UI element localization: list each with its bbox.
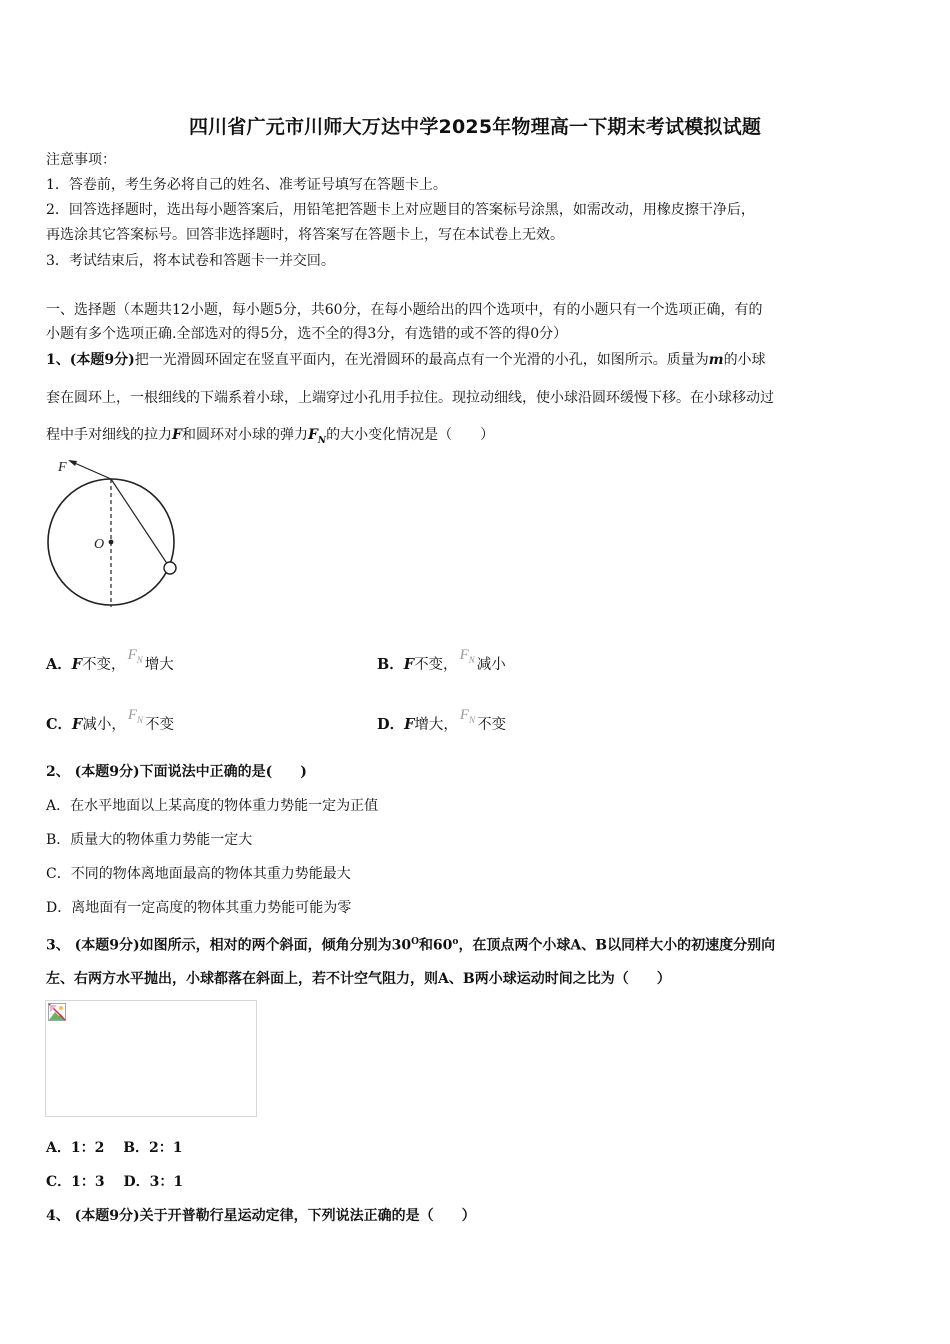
q1-option-a-fn <box>128 647 143 663</box>
force-arrowhead <box>68 460 77 466</box>
q1-option-c-f: F <box>72 716 83 733</box>
q1-option-d-pre: 增大， <box>414 717 458 733</box>
q1-option-a <box>46 647 174 680</box>
q1-normal-force-symbol <box>307 427 327 446</box>
string-line <box>111 479 168 565</box>
q1-option-b-letter: B． <box>377 656 404 673</box>
q1-fn-letter: F <box>307 427 318 443</box>
q3-options-row2: C．1：3 D．3：1 <box>46 1174 184 1190</box>
q1-option-b-f: F <box>403 656 415 673</box>
fn-letter: F <box>459 707 470 723</box>
small-ball <box>164 562 176 574</box>
q1-stem-line3 <box>46 425 494 451</box>
q4-stem: 4、 (本题9分)关于开普勒行星运动定律，下列说法正确的是（ ） <box>46 1208 476 1224</box>
center-label: O <box>94 537 105 552</box>
force-arrow-line <box>70 461 111 479</box>
q2-option-c: C．不同的物体离地面最高的物体其重力势能最大 <box>46 866 351 882</box>
q1-option-b-fn <box>460 647 475 663</box>
q1-option-b-pre: 不变， <box>414 657 458 673</box>
q1-option-d <box>377 707 507 740</box>
q1-text-e: 的大小变化情况是（ ） <box>326 427 495 443</box>
broken-image-icon <box>48 1003 66 1021</box>
q2-option-a: A．在水平地面以上某高度的物体重力势能一定为正值 <box>46 798 379 814</box>
notice-item-2-cont: 再选涂其它答案标号。回答非选择题时，将答案写在答题卡上，写在本试卷上无效。 <box>46 227 564 243</box>
q1-option-a-letter: A． <box>46 656 72 673</box>
q1-option-b <box>377 647 506 680</box>
q3-degree-2: o <box>452 937 459 947</box>
q3-image-placeholder <box>45 1000 257 1117</box>
q1-option-b-post: 减小 <box>476 657 506 673</box>
q3-text-a: 3、 (本题9分)如图所示，相对的两个斜面，倾角分别为30 <box>46 937 412 954</box>
q3-stem-line1 <box>46 932 775 956</box>
q3-stem-line2: 左、右两方水平抛出，小球都落在斜面上，若不计空气阻力，则A、B两小球运动时间之比为（ ） <box>46 971 671 987</box>
q1-option-d-fn <box>460 707 475 723</box>
q1-option-a-pre: 不变， <box>82 657 126 673</box>
force-label: F <box>58 460 67 475</box>
q1-option-a-post: 增大 <box>144 657 174 673</box>
q3-text-c: ，在顶点两个小球A、B以同样大小的初速度分别向 <box>458 937 776 954</box>
q1-option-d-f: F <box>404 716 415 733</box>
q1-option-c-letter: C． <box>46 716 73 733</box>
q1-fn-sub: N <box>317 435 327 446</box>
center-point <box>109 540 114 545</box>
q1-option-c-pre: 减小， <box>82 717 126 733</box>
q2-option-d: D．离地面有一定高度的物体其重力势能可能为零 <box>46 900 352 916</box>
fn-letter: F <box>127 707 138 723</box>
q1-option-d-post: 不变 <box>477 717 507 733</box>
q1-text-c: 程中手对细线的拉力 <box>46 427 172 443</box>
q1-stem-line2: 套在圆环上，一根细线的下端系着小球，上端穿过小孔用手拉住。现拉动细线，使小球沿圆环缓慢下移。在小球移动过 <box>46 390 774 406</box>
fn-letter: F <box>459 647 469 663</box>
q3-options-row1: A．1：2 B．2：1 <box>46 1140 183 1156</box>
q2-stem: 2、 (本题9分)下面说法中正确的是( ) <box>46 764 307 780</box>
fn-sub: N <box>136 655 143 665</box>
q1-option-d-letter: D． <box>377 716 405 733</box>
page-title: 四川省广元市川师大万达中学2025年物理高一下期末考试模拟试题 <box>188 116 762 138</box>
notice-heading: 注意事项： <box>46 152 116 168</box>
fn-letter: F <box>127 647 137 663</box>
q3-text-b: 和60 <box>418 937 453 954</box>
notice-item-3: 3．考试结束后，将本试卷和答题卡一并交回。 <box>46 253 335 269</box>
q3-degree-1: O <box>411 937 419 947</box>
q1-text-d: 和圆环对小球的弹力 <box>181 427 308 443</box>
fn-sub: N <box>469 715 476 725</box>
section-heading-line1: 一、选择题（本题共12小题，每小题5分，共60分，在每小题给出的四个选项中，有的小题只有一个选项正确，有的 <box>46 302 763 318</box>
q1-option-c <box>46 707 175 740</box>
fn-sub: N <box>468 655 475 665</box>
q1-number: 1、(本题9分) <box>46 352 135 368</box>
q1-force-symbol: F <box>172 427 182 443</box>
notice-item-1: 1．答卷前，考生务必将自己的姓名、准考证号填写在答题卡上。 <box>46 177 447 193</box>
q1-mass-symbol: m <box>708 352 724 368</box>
fn-sub: N <box>137 715 144 725</box>
q1-option-c-fn <box>128 707 143 723</box>
q1-option-a-f: F <box>71 656 83 673</box>
q2-option-b: B．质量大的物体重力势能一定大 <box>46 832 253 848</box>
notice-item-2: 2．回答选择题时，选出每小题答案后，用铅笔把答题卡上对应题目的答案标号涂黑，如需改动，用橡皮擦干净后， <box>46 202 755 218</box>
q1-text-a: 把一光滑圆环固定在竖直平面内，在光滑圆环的最高点有一个光滑的小孔，如图所示。质量为 <box>134 352 709 368</box>
q1-option-c-post: 不变 <box>145 717 175 733</box>
q1-circle-figure <box>40 455 190 615</box>
section-heading-line2: 小题有多个选项正确.全部选对的得5分，选不全的得3分，有选错的或不答的得0分） <box>46 326 568 342</box>
q1-text-b: 的小球 <box>723 352 766 368</box>
q1-stem-line1 <box>46 350 766 370</box>
